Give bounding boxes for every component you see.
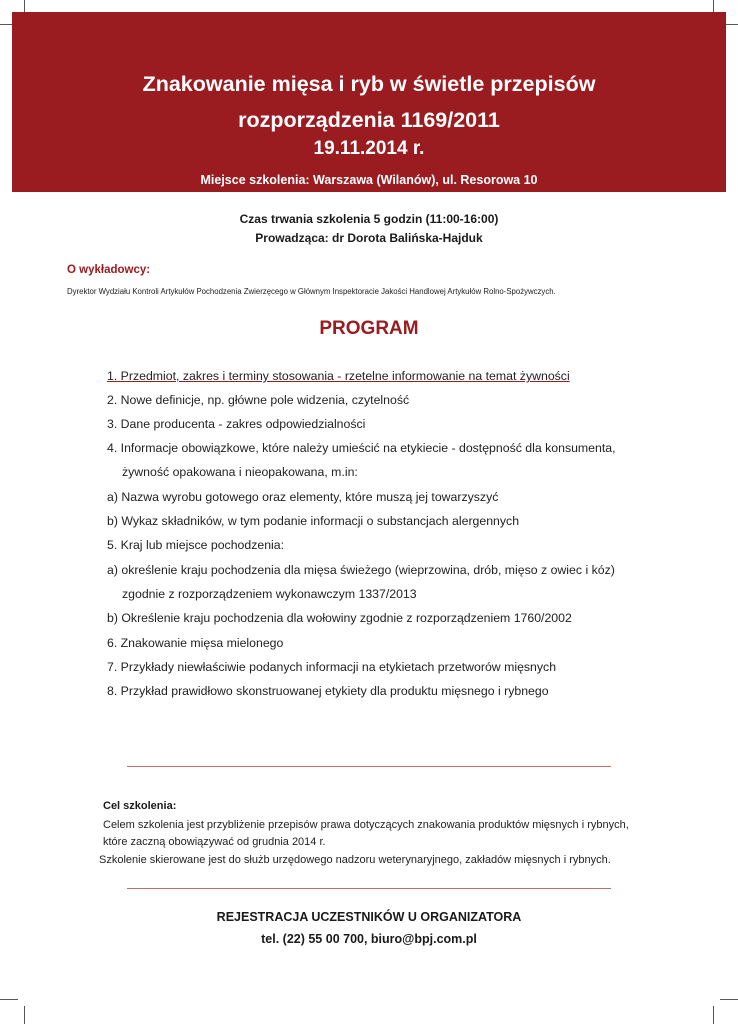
program-item: b) Wykaz składników, w tym podanie informacji o substancjach alergennych — [107, 514, 520, 528]
goal-heading: Cel szkolenia: — [103, 800, 177, 812]
program-item: 6. Znakowanie mięsa mielonego — [107, 636, 284, 650]
program-item: 7. Przykłady niewłaściwie podanych informacji na etykietach przetworów mięsnych — [107, 660, 557, 674]
registration-heading: REJESTRACJA UCZESTNIKÓW U ORGANIZATORA — [216, 910, 522, 924]
event-location: Miejsce szkolenia: Warszawa (Wilanów), ul. Resorowa 10 — [200, 173, 538, 187]
crop-mark — [720, 999, 738, 1000]
program-item: 3. Dane producenta - zakres odpowiedzialności — [107, 417, 366, 431]
program-item: 1. Przedmiot, zakres i terminy stosowania - rzetelne informowanie na temat żywności — [107, 369, 570, 383]
program-item: b) Określenie kraju pochodzenia dla wołowiny zgodnie z rozporządzeniem 1760/2002 — [107, 611, 572, 625]
crop-mark — [713, 1006, 714, 1024]
event-date: 19.11.2014 r. — [313, 138, 425, 159]
program-item: 2. Nowe definicje, np. główne pole widzenia, czytelność — [107, 393, 410, 407]
program-item: 8. Przykład prawidłowo skonstruowanej etykiety dla produktu mięsnego i rybnego — [107, 684, 549, 698]
title-line-2: rozporządzenia 1169/2011 — [238, 108, 500, 132]
program-item: 4. Informacje obowiązkowe, które należy umieścić na etykiecie - dostępność dla konsumenta, — [107, 441, 616, 455]
crop-mark — [0, 999, 18, 1000]
divider — [127, 888, 611, 889]
program-item: zgodnie z rozporządzeniem wykonawczym 1337/2013 — [122, 587, 417, 601]
program-title: PROGRAM — [319, 318, 419, 339]
goal-line: Celem szkolenia jest przybliżenie przepisów prawa dotyczących znakowania produktów mięsnych i rybnych, — [103, 819, 629, 831]
program-item: a) określenie kraju pochodzenia dla mięsa świeżego (wieprzowina, drób, mięso z owiec i kóz) — [107, 563, 615, 577]
about-lecturer-text: Dyrektor Wydziału Kontroli Artykułów Pochodzenia Zwierzęcego w Głównym Inspektoracie Jakości Handlowej Artykułów Rolno-Spożywczych. — [67, 287, 556, 296]
about-lecturer-heading: O wykładowcy: — [67, 264, 151, 276]
program-item: a) Nazwa wyrobu gotowego oraz elementy, które muszą jej towarzyszyć — [107, 490, 499, 504]
crop-mark — [24, 1006, 25, 1024]
program-item: żywność opakowana i nieopakowana, m.in: — [122, 465, 358, 479]
lecturer: Prowadząca: dr Dorota Balińska-Hajduk — [255, 231, 483, 245]
header-banner — [12, 12, 726, 192]
divider — [127, 766, 611, 767]
title-line-1: Znakowanie mięsa i ryb w świetle przepisów — [142, 72, 596, 96]
goal-line: które zaczną obowiązywać od grudnia 2014 r. — [103, 836, 326, 848]
duration: Czas trwania szkolenia 5 godzin (11:00-16:00) — [239, 212, 499, 226]
goal-line: Szkolenie skierowane jest do służb urzędowego nadzoru weterynaryjnego, zakładów mięsnych i rybnych. — [99, 854, 611, 866]
program-item: 5. Kraj lub miejsce pochodzenia: — [107, 538, 285, 552]
registration-contact[interactable]: tel. (22) 55 00 700, biuro@bpj.com.pl — [261, 932, 477, 946]
